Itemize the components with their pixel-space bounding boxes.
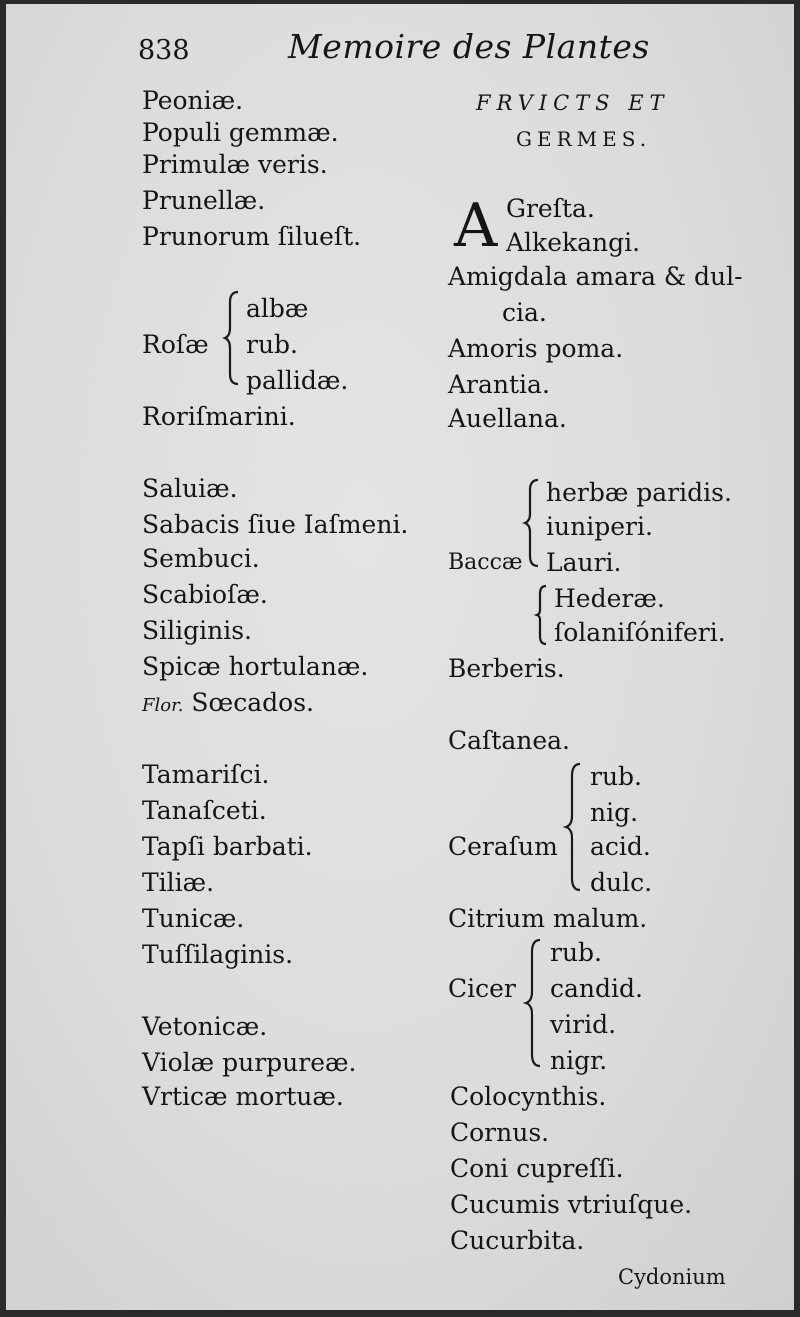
- brace-icon: [524, 938, 542, 1068]
- list-item: virid.: [550, 1010, 617, 1039]
- book-page: [6, 4, 794, 1310]
- list-item: Tuſſilaginis.: [142, 940, 294, 969]
- list-item: Cucumis vtriuſque.: [450, 1190, 693, 1219]
- cerasum-label: Ceraſum: [448, 832, 558, 861]
- list-item: rub.: [246, 330, 299, 359]
- list-item: Tunicæ.: [142, 904, 245, 933]
- bacca-label: Baccæ: [448, 550, 523, 575]
- list-item: Coni cupreſſi.: [450, 1154, 624, 1183]
- list-item: herbæ paridis.: [546, 478, 732, 507]
- section-heading: FRVICTS ET: [476, 91, 670, 115]
- list-item: Spicæ hortulanæ.: [142, 652, 369, 681]
- list-item: Berberis.: [448, 654, 565, 683]
- cicer-label: Cicer: [448, 974, 516, 1003]
- list-item: Populi gemmæ.: [142, 118, 339, 147]
- flor-prefix: Flor.: [142, 695, 184, 716]
- list-item: rub.: [590, 762, 643, 791]
- list-item: Amigdala amara & dul-: [448, 262, 743, 291]
- list-item: Vetonicæ.: [142, 1012, 268, 1041]
- list-item: Primulæ veris.: [142, 150, 328, 179]
- list-item: [142, 688, 314, 721]
- list-item: Colocynthis.: [450, 1082, 607, 1111]
- list-item: dulc.: [590, 868, 653, 897]
- list-item: albæ: [246, 294, 309, 323]
- list-item: Auellana.: [448, 404, 567, 433]
- list-item: Caſtanea.: [448, 726, 570, 755]
- list-item: Violæ purpureæ.: [142, 1048, 357, 1077]
- list-item: Lauri.: [546, 548, 622, 577]
- running-title: Memoire des Plantes: [288, 27, 650, 66]
- list-item: Citrium malum.: [448, 904, 648, 933]
- list-item: Prunorum ſilueſt.: [142, 222, 362, 251]
- list-item: Sabacis ſiue Iaſmeni.: [142, 510, 409, 539]
- list-item: Tanaſceti.: [142, 796, 267, 825]
- list-item: iuniperi.: [546, 512, 653, 541]
- list-item: Scabioſæ.: [142, 580, 268, 609]
- section-heading: GERMES.: [516, 127, 652, 151]
- list-item: pallidæ.: [246, 366, 349, 395]
- catchword: Cydonium: [618, 1265, 726, 1289]
- list-item: Amoris poma.: [448, 334, 624, 363]
- list-item: cia.: [502, 298, 547, 327]
- list-item: Tiliæ.: [142, 868, 215, 897]
- list-item: Siliginis.: [142, 616, 252, 645]
- list-item: Sembuci.: [142, 544, 260, 573]
- list-item: Peoniæ.: [142, 86, 244, 115]
- list-item: Cucurbita.: [450, 1226, 585, 1255]
- list-item: candid.: [550, 974, 643, 1003]
- list-item: Hederæ.: [554, 584, 665, 613]
- list-item: Roriſmarini.: [142, 402, 296, 431]
- list-item: Greſta.: [506, 194, 595, 223]
- drop-cap: A: [454, 191, 498, 261]
- brace-icon: [536, 584, 548, 646]
- list-item: Vrticæ mortuæ.: [142, 1082, 344, 1111]
- list-item: Alkekangi.: [506, 228, 641, 257]
- brace-icon: [224, 290, 240, 386]
- list-item: nigr.: [550, 1046, 608, 1075]
- flor-text: Sœcados.: [191, 688, 314, 717]
- list-item: Saluiæ.: [142, 474, 238, 503]
- list-item: nig.: [590, 798, 639, 827]
- list-item: acid.: [590, 832, 651, 861]
- list-item: Tapſi barbati.: [142, 832, 313, 861]
- brace-icon: [564, 762, 582, 892]
- brace-icon: [524, 478, 540, 568]
- list-item: Cornus.: [450, 1118, 550, 1147]
- list-item: Tamariſci.: [142, 760, 270, 789]
- list-item: Arantia.: [448, 370, 550, 399]
- page-number: 838: [138, 35, 190, 66]
- rosa-label: Roſæ: [142, 330, 209, 359]
- list-item: rub.: [550, 938, 603, 967]
- list-item: ſolaniſóniferi.: [554, 618, 726, 647]
- list-item: Prunellæ.: [142, 186, 266, 215]
